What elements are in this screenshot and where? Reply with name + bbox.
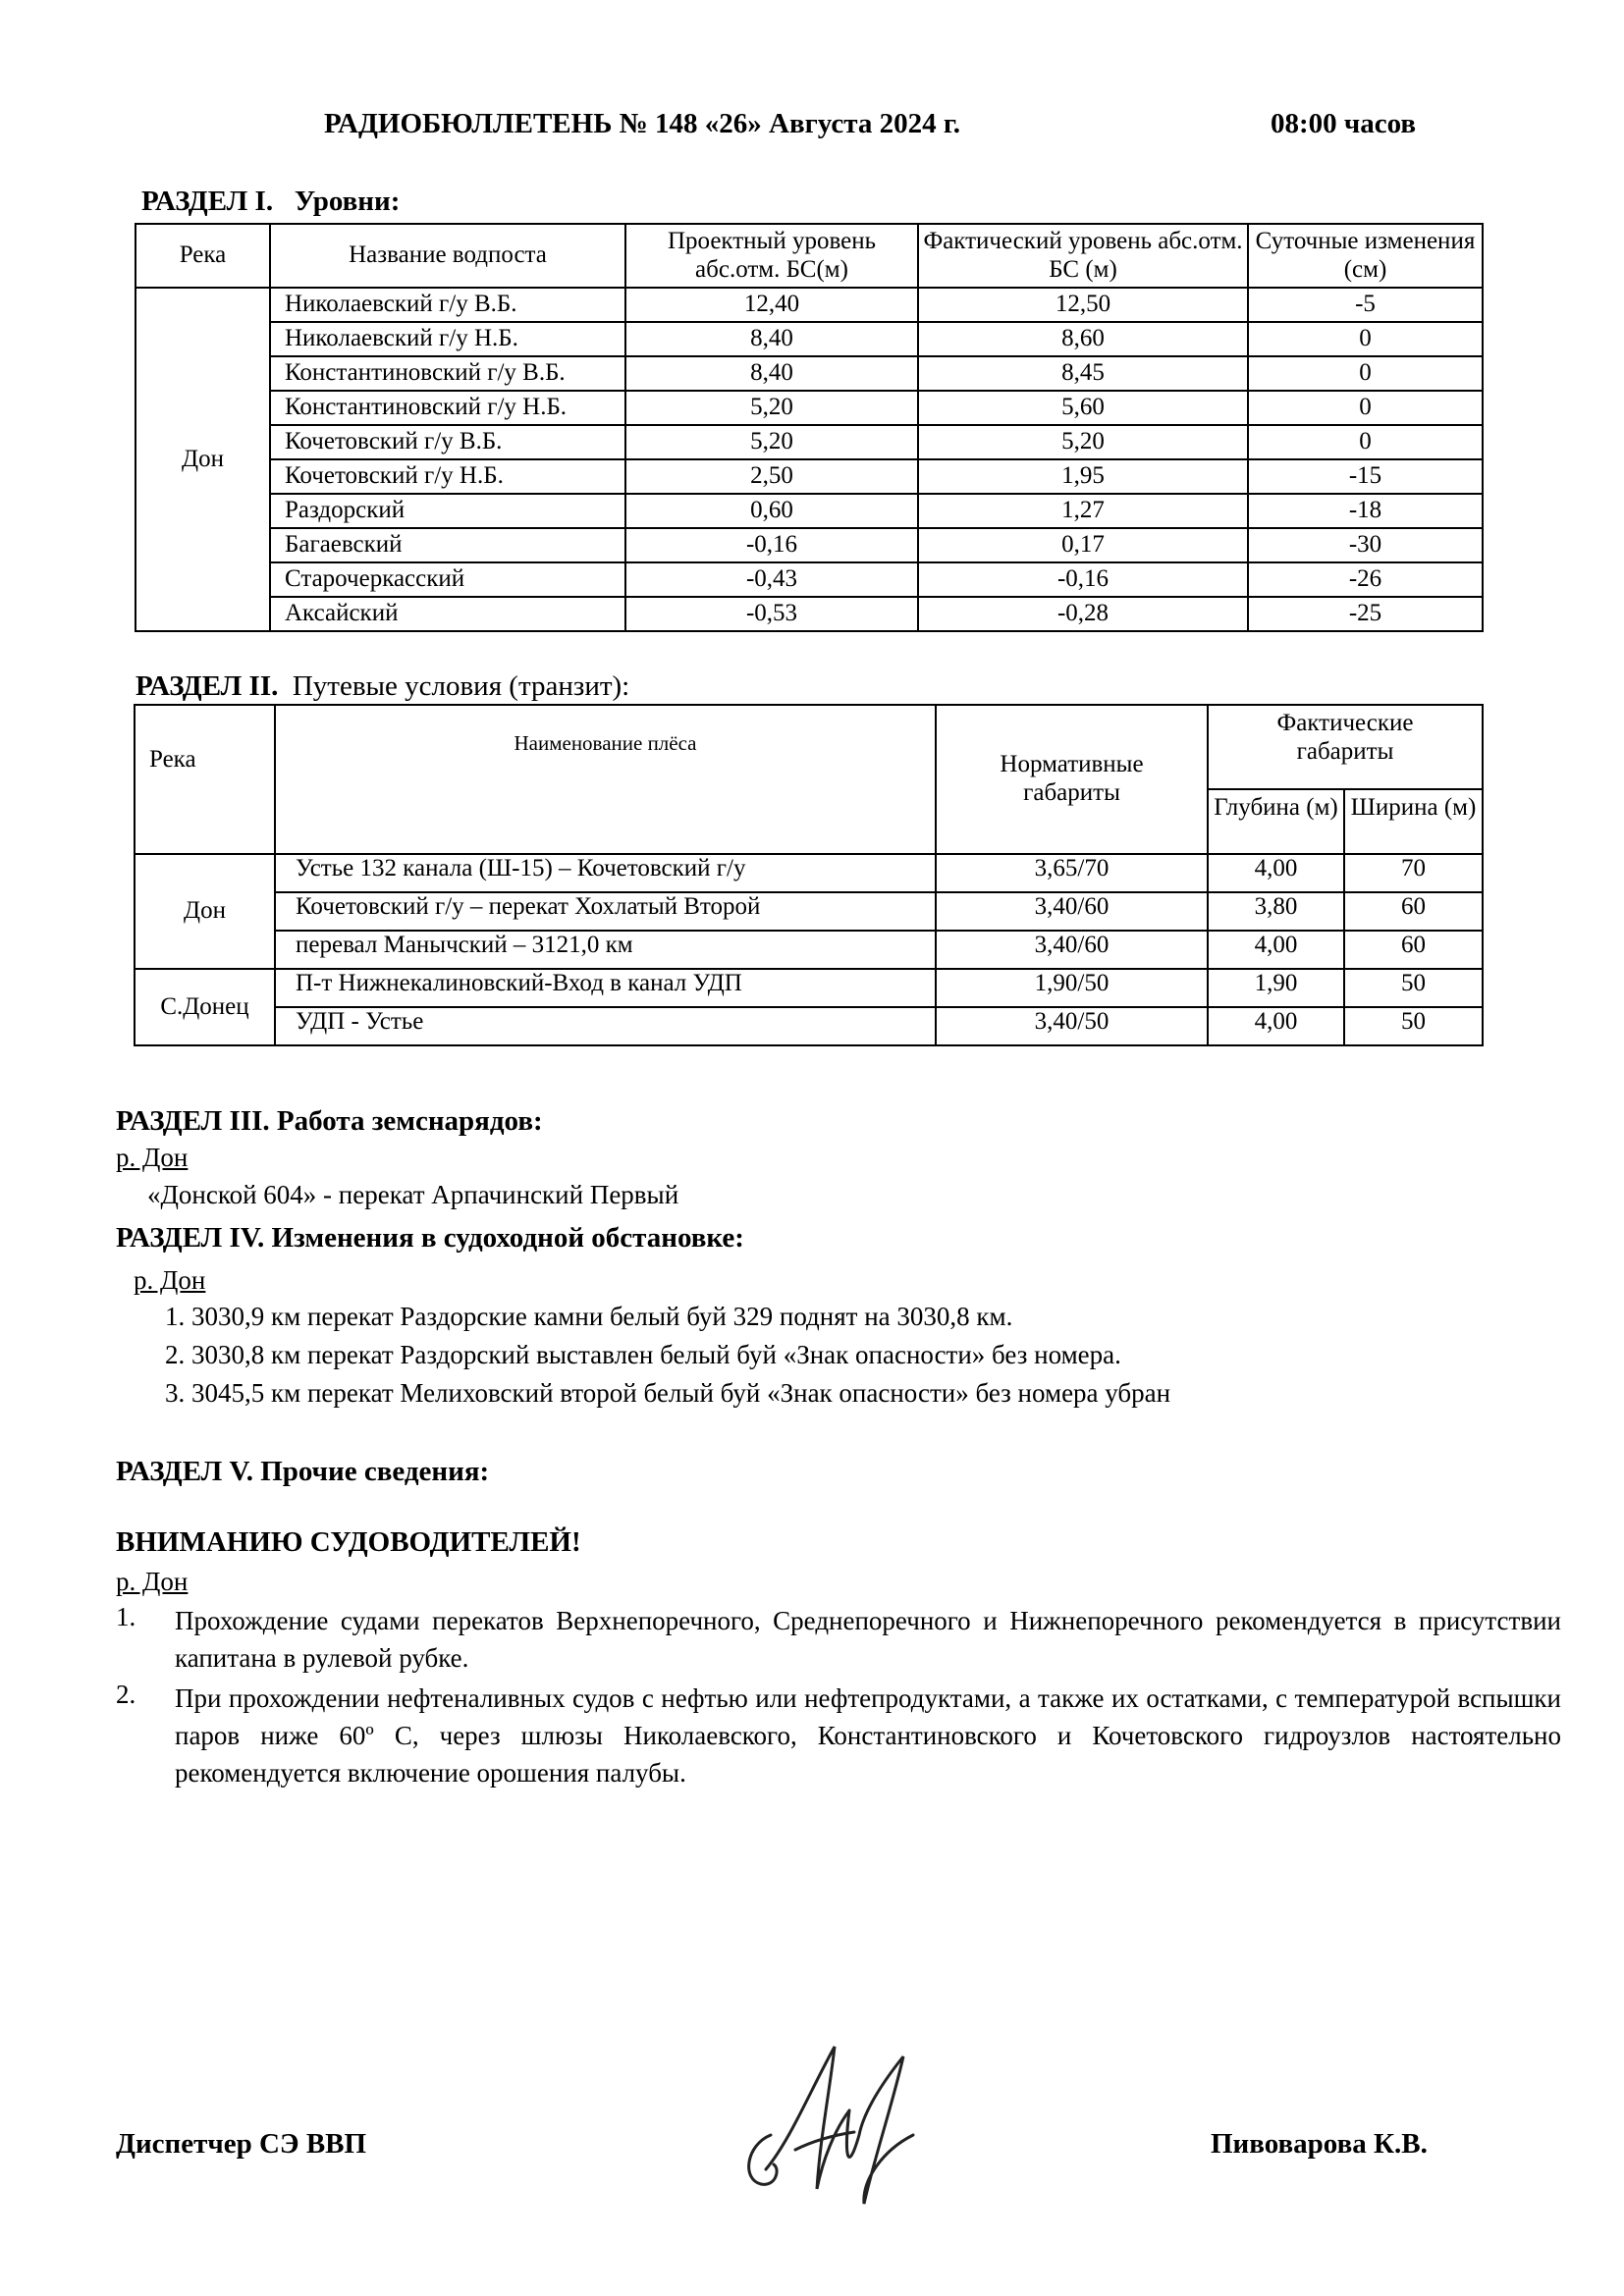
levels-actual-level: 12,50	[918, 288, 1248, 322]
route-actual-width: 60	[1344, 892, 1483, 931]
levels-actual-level: 5,60	[918, 391, 1248, 425]
route-header-normative: Нормативные габариты	[936, 705, 1208, 854]
levels-header-daily-change: Суточные изменения (см)	[1248, 224, 1483, 288]
signer-position: Диспетчер СЭ ВВП	[116, 2128, 367, 2160]
route-header-actual: Фактические габариты	[1208, 705, 1483, 789]
route-normative-dims: 1,90/50	[936, 969, 1208, 1007]
levels-post-name: Кочетовский г/у В.Б.	[270, 425, 625, 459]
handwritten-signature	[736, 2042, 952, 2209]
levels-daily-change: -15	[1248, 459, 1483, 494]
levels-post-name: Константиновский г/у Н.Б.	[270, 391, 625, 425]
levels-daily-change: -18	[1248, 494, 1483, 528]
levels-table-row	[135, 459, 1483, 494]
route-reach-name: Кочетовский г/у – перекат Хохлатый Второй	[275, 892, 936, 931]
route-table-row	[135, 931, 1483, 969]
levels-daily-change: -30	[1248, 528, 1483, 562]
levels-header-design-level: Проектный уровень абс.отм. БС(м)	[625, 224, 918, 288]
levels-daily-change: -26	[1248, 562, 1483, 597]
levels-river-cell: Дон	[135, 288, 270, 631]
route-normative-dims: 3,40/50	[936, 1007, 1208, 1045]
levels-design-level: -0,43	[625, 562, 918, 597]
section1-title-text: Уровни:	[294, 186, 401, 217]
levels-table-row	[135, 288, 1483, 322]
route-reach-name: Устье 132 канала (Ш-15) – Кочетовский г/у	[275, 854, 936, 892]
route-table-row	[135, 1007, 1483, 1045]
route-normative-dims: 3,65/70	[936, 854, 1208, 892]
levels-actual-level: 1,27	[918, 494, 1248, 528]
levels-actual-level: -0,16	[918, 562, 1248, 597]
levels-table-row	[135, 528, 1483, 562]
bulletin-title: РАДИОБЮЛЛЕТЕНЬ № 148 «26» Августа 2024 г.	[324, 108, 961, 139]
signer-name: Пивоварова К.В.	[1211, 2128, 1428, 2160]
section3-dredger-item: «Донской 604» - перекат Арпачинский Первый	[147, 1180, 679, 1209]
levels-actual-level: 8,60	[918, 322, 1248, 356]
levels-header-river: Река	[135, 224, 270, 288]
route-header-depth: Глубина (м)	[1208, 789, 1344, 854]
route-river-cell: Дон	[135, 854, 275, 969]
section4-item-3: 3. 3045,5 км перекат Мелиховский второй белый буй «Знак опасности» без номера убран	[165, 1378, 1171, 1408]
attention-title: ВНИМАНИЮ СУДОВОДИТЕЛЕЙ!	[116, 1526, 581, 1558]
levels-actual-level: 1,95	[918, 459, 1248, 494]
levels-design-level: -0,53	[625, 597, 918, 631]
levels-daily-change: 0	[1248, 322, 1483, 356]
route-actual-depth: 3,80	[1208, 892, 1344, 931]
levels-post-name: Николаевский г/у Н.Б.	[270, 322, 625, 356]
route-header-river: Река	[135, 705, 275, 854]
route-actual-depth: 4,00	[1208, 1007, 1344, 1045]
section3-river: р. Дон	[116, 1143, 189, 1172]
attention-item-2-text: При прохождении нефтеналивных судов с нефтью или нефтепродуктами, а также их остатками, с температурой вспышки паров ниже 60º С, через шлюзы Николаевского, Константиновского и Кочетовского гидроузлов настоятельно рекомендуется включение орошения палубы.	[175, 1683, 1561, 1788]
route-actual-depth: 4,00	[1208, 854, 1344, 892]
route-table-row	[135, 892, 1483, 931]
section4-item-1: 1. 3030,9 км перекат Раздорские камни белый буй 329 поднят на 3030,8 км.	[165, 1302, 1013, 1331]
levels-design-level: 5,20	[625, 391, 918, 425]
attention-item-1-number: 1.	[116, 1602, 136, 1631]
levels-post-name: Николаевский г/у В.Б.	[270, 288, 625, 322]
levels-table-row	[135, 425, 1483, 459]
section1-title-number: РАЗДЕЛ I.	[141, 186, 274, 217]
route-normative-dims: 3,40/60	[936, 892, 1208, 931]
levels-table-row	[135, 597, 1483, 631]
section2-title	[135, 670, 629, 703]
route-table-header-row1	[135, 705, 1483, 789]
section1-title	[141, 186, 400, 218]
levels-header-actual-level: Фактический уровень абс.отм. БС (м)	[918, 224, 1248, 288]
section4-river: р. Дон	[134, 1265, 206, 1295]
route-actual-width: 60	[1344, 931, 1483, 969]
section4-item-2: 2. 3030,8 км перекат Раздорский выставлен белый буй «Знак опасности» без номера.	[165, 1340, 1121, 1369]
levels-design-level: 5,20	[625, 425, 918, 459]
route-reach-name: П-т Нижнекалиновский-Вход в канал УДП	[275, 969, 936, 1007]
levels-design-level: 8,40	[625, 322, 918, 356]
attention-item-2-number: 2.	[116, 1680, 136, 1709]
levels-table-row	[135, 494, 1483, 528]
levels-post-name: Багаевский	[270, 528, 625, 562]
levels-daily-change: 0	[1248, 356, 1483, 391]
levels-post-name: Раздорский	[270, 494, 625, 528]
levels-table	[135, 223, 1484, 632]
levels-daily-change: 0	[1248, 425, 1483, 459]
section2-title-number: РАЗДЕЛ II.	[135, 670, 279, 702]
route-actual-depth: 4,00	[1208, 931, 1344, 969]
route-river-cell: С.Донец	[135, 969, 275, 1045]
levels-table-header	[135, 224, 1483, 288]
levels-daily-change: 0	[1248, 391, 1483, 425]
levels-table-row	[135, 391, 1483, 425]
section2-title-text: Путевые условия (транзит):	[292, 670, 630, 702]
attention-river: р. Дон	[116, 1567, 189, 1596]
attention-item-1-text: Прохождение судами перекатов Верхнепоречного, Среднепоречного и Нижнепоречного рекомендуется в присутствии капитана в рулевой рубке.	[175, 1606, 1561, 1673]
levels-post-name: Кочетовский г/у Н.Б.	[270, 459, 625, 494]
levels-table-row	[135, 356, 1483, 391]
bulletin-time: 08:00 часов	[1271, 108, 1417, 139]
section4-title: РАЗДЕЛ IV. Изменения в судоходной обстановке:	[116, 1222, 744, 1254]
levels-design-level: 12,40	[625, 288, 918, 322]
route-actual-width: 50	[1344, 969, 1483, 1007]
route-reach-name: УДП - Устье	[275, 1007, 936, 1045]
route-conditions-table	[134, 704, 1484, 1046]
levels-table-row	[135, 322, 1483, 356]
levels-post-name: Константиновский г/у В.Б.	[270, 356, 625, 391]
levels-actual-level: 0,17	[918, 528, 1248, 562]
levels-header-post: Название водпоста	[270, 224, 625, 288]
levels-actual-level: 5,20	[918, 425, 1248, 459]
route-actual-depth: 1,90	[1208, 969, 1344, 1007]
levels-post-name: Старочеркасский	[270, 562, 625, 597]
levels-table-row	[135, 562, 1483, 597]
levels-design-level: -0,16	[625, 528, 918, 562]
levels-design-level: 2,50	[625, 459, 918, 494]
levels-design-level: 0,60	[625, 494, 918, 528]
route-normative-dims: 3,40/60	[936, 931, 1208, 969]
route-header-reach: Наименование плёса	[275, 705, 936, 854]
levels-design-level: 8,40	[625, 356, 918, 391]
route-table-row	[135, 854, 1483, 892]
levels-actual-level: -0,28	[918, 597, 1248, 631]
levels-daily-change: -5	[1248, 288, 1483, 322]
section5-title: РАЗДЕЛ V. Прочие сведения:	[116, 1456, 490, 1487]
section3-title: РАЗДЕЛ III. Работа земснарядов:	[116, 1105, 543, 1137]
route-table-row	[135, 969, 1483, 1007]
route-header-width: Ширина (м)	[1344, 789, 1483, 854]
levels-actual-level: 8,45	[918, 356, 1248, 391]
route-actual-width: 70	[1344, 854, 1483, 892]
levels-post-name: Аксайский	[270, 597, 625, 631]
route-actual-width: 50	[1344, 1007, 1483, 1045]
levels-daily-change: -25	[1248, 597, 1483, 631]
route-reach-name: перевал Манычский – 3121,0 км	[275, 931, 936, 969]
